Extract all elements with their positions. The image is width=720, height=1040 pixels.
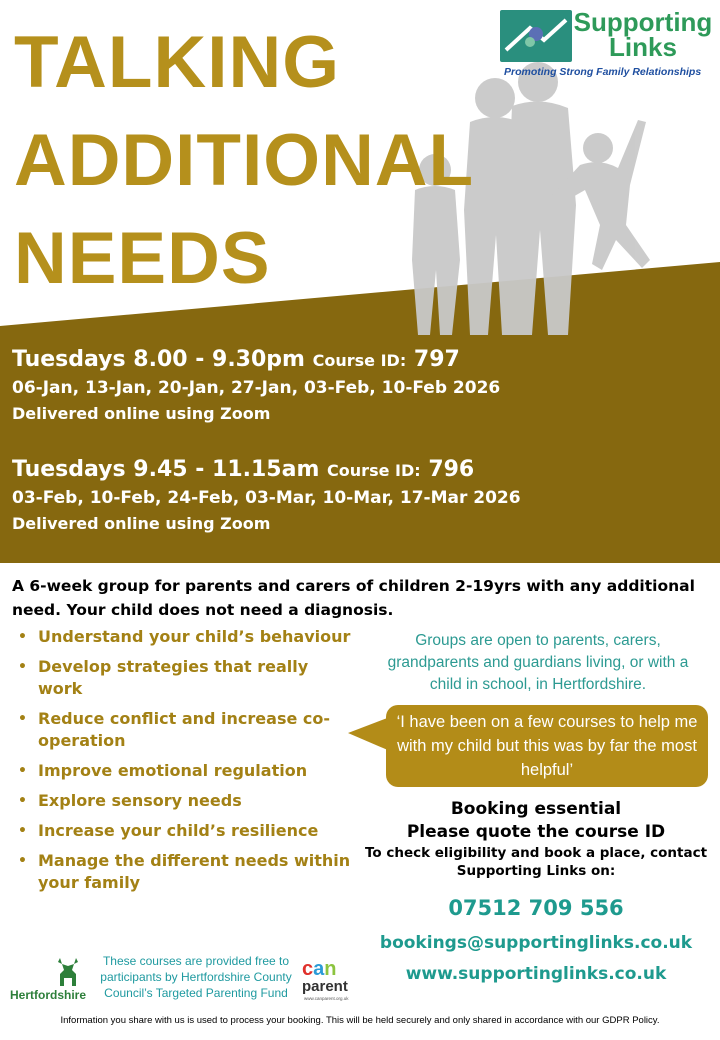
- title-line-3: NEEDS: [14, 218, 271, 299]
- testimonial: [348, 705, 710, 787]
- bullet-icon: •: [18, 711, 27, 727]
- logo-tagline: Promoting Strong Family Relationships: [504, 66, 702, 78]
- course-id-value: 797: [413, 347, 460, 372]
- canparent-url: www.canparent.org.uk: [304, 996, 349, 1001]
- list-item: • Reduce conflict and increase co-operation: [18, 709, 331, 750]
- benefits-list: [18, 626, 358, 902]
- email-link[interactable]: bookings@supportinglinks.co.uk: [379, 933, 693, 953]
- list-item: • Understand your child’s behaviour: [18, 627, 351, 646]
- session-2-delivery: Delivered online using Zoom: [12, 514, 271, 533]
- parent-wordmark: parent: [302, 978, 348, 995]
- booking-info: [360, 798, 712, 880]
- gdpr-footer: Information you share with us is used to process your booking. This will be held securely and only shared in accordance with our GDPR Policy.: [60, 1015, 660, 1026]
- bullet-icon: •: [18, 823, 27, 839]
- can-wordmark: can: [302, 958, 337, 980]
- list-item: • Increase your child’s resilience: [18, 821, 319, 840]
- logo-mark-icon: [500, 10, 572, 62]
- canparent-logo: [298, 958, 360, 1006]
- bullet-icon: •: [18, 793, 27, 809]
- session-2: [12, 456, 521, 537]
- bullet-icon: •: [18, 763, 27, 779]
- intro-text: A 6-week group for parents and carers of children 2-19yrs with any additional need. Your child does not need a diagnosis.: [12, 577, 695, 619]
- main-title: [14, 14, 474, 308]
- list-item: • Improve emotional regulation: [18, 761, 308, 780]
- course-id-label: Course ID:: [327, 461, 421, 480]
- title-line-2: ADDITIONAL: [14, 120, 475, 201]
- session-2-dates: 03-Feb, 10-Feb, 24-Feb, 03-Mar, 10-Mar, 17-Mar 2026: [12, 488, 521, 508]
- course-id-value: 796: [428, 457, 475, 482]
- bullet-icon: •: [18, 629, 27, 645]
- logo-text: Supporting Links: [573, 7, 713, 62]
- session-1-delivery: Delivered online using Zoom: [12, 404, 271, 423]
- testimonial-quote: ‘I have been on a few courses to help me with my child but this was by far the most helpful’: [386, 705, 708, 787]
- hertfordshire-logo: [10, 956, 94, 1006]
- title-line-1: TALKING: [14, 22, 340, 103]
- hertfordshire-wordmark: Hertfordshire: [10, 988, 87, 1002]
- stag-icon: [48, 956, 88, 990]
- session-1-dates: 06-Jan, 13-Jan, 20-Jan, 27-Jan, 03-Feb, 10-Feb 2026: [12, 378, 501, 398]
- booking-essential: Booking essential: [450, 799, 622, 819]
- bullet-icon: •: [18, 853, 27, 869]
- bullet-icon: •: [18, 659, 27, 675]
- phone-number[interactable]: 07512 709 556: [448, 896, 624, 920]
- booking-instructions: To check eligibility and book a place, contact Supporting Links on:: [364, 845, 708, 879]
- list-item: • Develop strategies that really work: [18, 657, 309, 698]
- session-1: [12, 346, 500, 427]
- quote-course-id: Please quote the course ID: [406, 822, 666, 842]
- course-id-label: Course ID:: [312, 351, 407, 370]
- eligibility-text: Groups are open to parents, carers, grandparents and guardians living, or with a child in school, in Hertfordshire.: [387, 632, 689, 693]
- funding-text: These courses are provided free to participants by Hertfordshire County Council’s Targeted Parenting Fund: [100, 954, 292, 1000]
- website-link[interactable]: www.supportinglinks.co.uk: [405, 964, 667, 984]
- session-2-time: Tuesdays 9.45 - 11.15am Course ID: 796: [12, 457, 475, 482]
- supporting-links-logo: [500, 7, 715, 80]
- session-1-time: Tuesdays 8.00 - 9.30pm Course ID: 797: [12, 347, 460, 372]
- list-item: • Explore sensory needs: [18, 791, 242, 810]
- list-item: • Manage the different needs within your family: [18, 851, 351, 892]
